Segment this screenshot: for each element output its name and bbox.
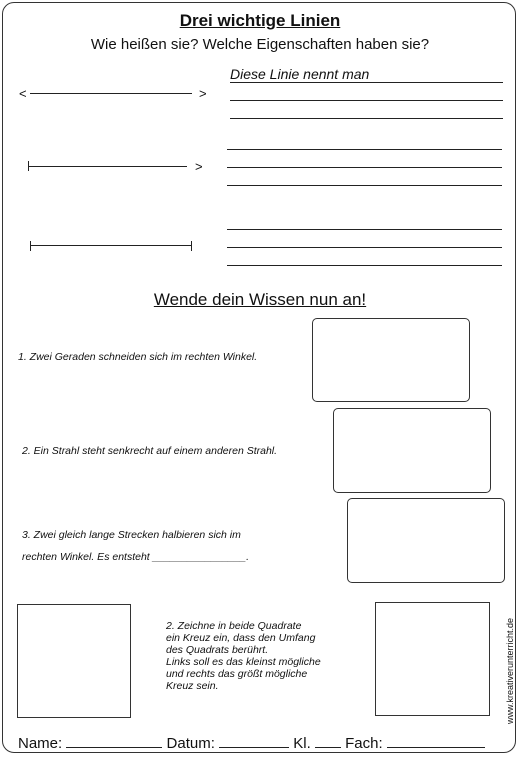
left-arrow-icon: < — [19, 86, 27, 101]
drawing-box-3[interactable] — [347, 498, 505, 583]
subject-label: Fach: — [345, 735, 383, 752]
task-3-text-line1: 3. Zwei gleich lange Strecken halbieren sich im — [22, 529, 241, 541]
instruction-line: 2. Zeichne in beide Quadrate — [166, 620, 302, 632]
class-label: Kl. — [293, 735, 311, 752]
date-label: Datum: — [166, 735, 215, 752]
line-intro-text: Diese Linie nennt man — [230, 66, 370, 82]
ray-arrow-icon: > — [195, 159, 203, 174]
task-1-text: 1. Zwei Geraden schneiden sich im rechten Winkel. — [18, 351, 258, 363]
answer-line-2-3 — [227, 185, 502, 186]
date-field[interactable] — [219, 733, 289, 748]
subject-field[interactable] — [387, 733, 485, 748]
drawing-box-1[interactable] — [312, 318, 470, 402]
answer-line-3-3 — [227, 265, 502, 266]
line-graphic — [30, 93, 192, 94]
instruction-line: Kreuz sein. — [166, 680, 219, 692]
answer-line-1-1 — [230, 82, 503, 83]
instruction-line: ein Kreuz ein, dass den Umfang — [166, 632, 316, 644]
answer-line-3-1 — [227, 229, 502, 230]
segment-end-tick — [191, 241, 192, 251]
answer-line-1-2 — [230, 100, 503, 101]
segment-graphic — [31, 245, 191, 246]
task-2-text: 2. Ein Strahl steht senkrecht auf einem anderen Strahl. — [22, 445, 278, 457]
drawing-box-2[interactable] — [333, 408, 491, 493]
page-subtitle: Wie heißen sie? Welche Eigenschaften haben sie? — [90, 36, 430, 53]
name-label: Name: — [18, 735, 63, 752]
squares-instruction — [166, 620, 321, 692]
task-3-text-line2: rechten Winkel. Es entsteht ________________. — [22, 551, 249, 563]
right-arrow-icon: > — [199, 86, 207, 101]
ray-graphic — [29, 166, 187, 167]
instruction-line: des Quadrats berührt. — [166, 644, 269, 656]
answer-line-3-2 — [227, 247, 502, 248]
answer-line-2-1 — [227, 149, 502, 150]
side-credit: www.kreativerunterricht.de — [505, 618, 515, 725]
instruction-line: Links soll es das kleinst mögliche — [166, 656, 321, 668]
name-field[interactable] — [66, 733, 162, 748]
section-heading: Wende dein Wissen nun an! — [153, 290, 367, 309]
class-field[interactable] — [315, 733, 341, 748]
answer-line-2-2 — [227, 167, 502, 168]
small-cross-square[interactable] — [17, 604, 131, 718]
footer-fields — [18, 733, 485, 752]
page-title: Drei wichtige Linien — [179, 11, 341, 30]
answer-line-1-3 — [230, 118, 503, 119]
segment-start-tick — [30, 241, 31, 251]
large-cross-square[interactable] — [375, 602, 490, 716]
instruction-line: und rechts das größt mögliche — [166, 668, 308, 680]
